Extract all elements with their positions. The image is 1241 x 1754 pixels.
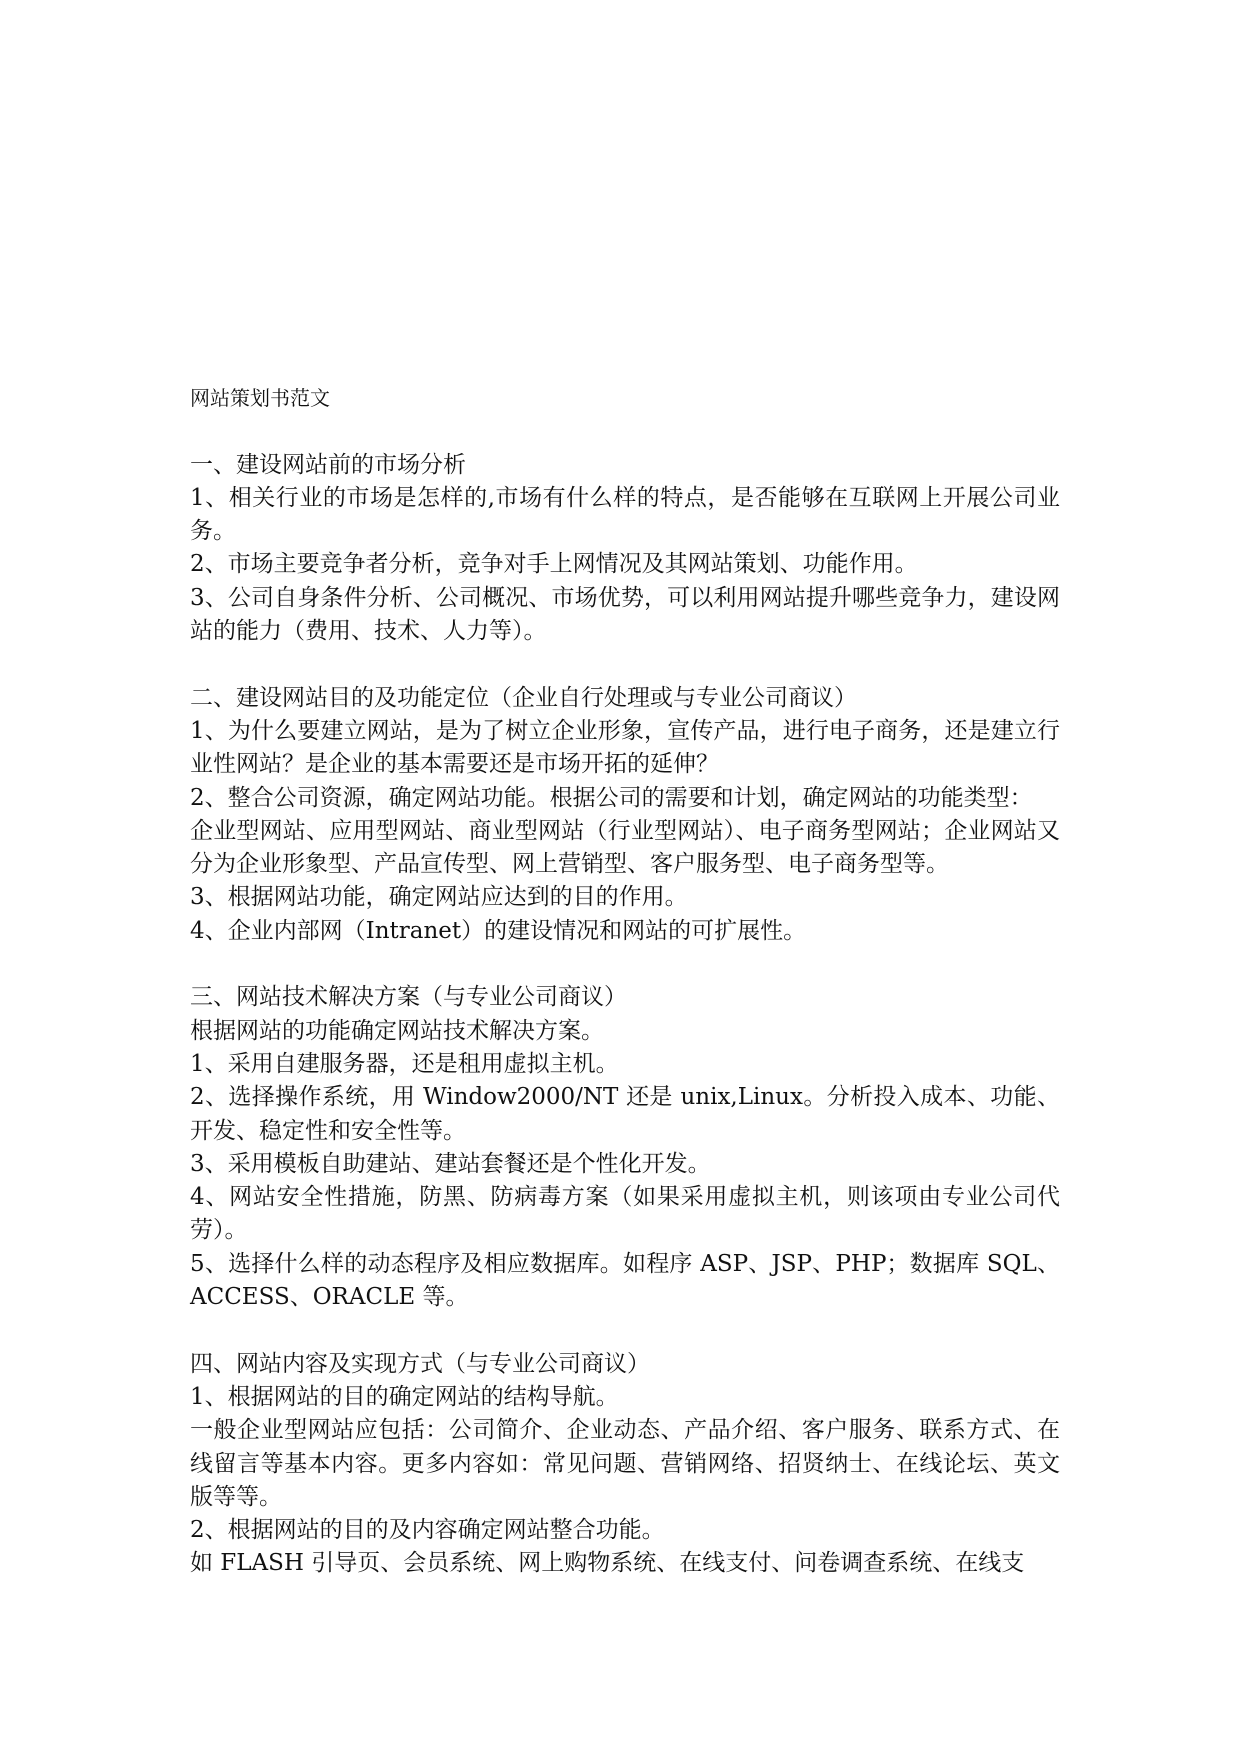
section-content-implementation (190, 1348, 1060, 1581)
paragraph: 2、选择操作系统，用 Window2000/NT 还是 unix,Linux。分析投入成本、功能、开发、稳定性和安全性等。 (190, 1084, 1060, 1144)
section-heading: 三、网站技术解决方案（与专业公司商议） (190, 984, 627, 1011)
spacer (190, 415, 1060, 448)
paragraph: 3、采用模板自助建站、建站套餐还是个性化开发。 (190, 1150, 711, 1177)
paragraph: 3、公司自身条件分析、公司概况、市场优势，可以利用网站提升哪些竞争力，建设网站的能力（费用、技术、人力等）。 (190, 584, 1060, 645)
spacer (190, 648, 1060, 681)
paragraph: 1、为什么要建立网站，是为了树立企业形象，宣传产品，进行电子商务，还是建立行业性网站？是企业的基本需要还是市场开拓的延伸？ (190, 717, 1060, 778)
paragraph: 4、网站安全性措施，防黑、防病毒方案（如果采用虚拟主机，则该项由专业公司代劳）。 (190, 1184, 1060, 1244)
document-title: 网站策划书范文 (190, 386, 330, 410)
section-heading: 二、建设网站目的及功能定位（企业自行处理或与专业公司商议） (190, 684, 857, 711)
paragraph: 2、根据网站的目的及内容确定网站整合功能。 (190, 1517, 665, 1544)
paragraph: 1、相关行业的市场是怎样的,市场有什么样的特点，是否能够在互联网上开展公司业务。 (190, 484, 1060, 545)
spacer (190, 948, 1060, 981)
paragraph: 5、选择什么样的动态程序及相应数据库。如程序 ASP、JSP、PHP；数据库 SQL、ACCESS、ORACLE 等。 (190, 1250, 1060, 1311)
section-heading: 一、建设网站前的市场分析 (190, 451, 466, 478)
paragraph: 1、根据网站的目的确定网站的结构导航。 (190, 1383, 619, 1410)
paragraph: 4、企业内部网（Intranet）的建设情况和网站的可扩展性。 (190, 917, 807, 944)
spacer (190, 1314, 1060, 1347)
section-technical-solution (190, 981, 1060, 1314)
section-market-analysis (190, 449, 1060, 649)
section-heading: 四、网站内容及实现方式（与专业公司商议） (190, 1350, 650, 1377)
paragraph: 如 FLASH 引导页、会员系统、网上购物系统、在线支付、问卷调查系统、在线支 (190, 1550, 1025, 1577)
paragraph: 2、整合公司资源，确定网站功能。根据公司的需要和计划，确定网站的功能类型： (190, 784, 1033, 811)
paragraph: 1、采用自建服务器，还是租用虚拟主机。 (190, 1050, 619, 1077)
paragraph: 一般企业型网站应包括：公司简介、企业动态、产品介绍、客户服务、联系方式、在线留言等基本内容。更多内容如：常见问题、营销网络、招贤纳士、在线论坛、英文版等等。 (190, 1417, 1060, 1510)
paragraph: 3、根据网站功能，确定网站应达到的目的作用。 (190, 884, 688, 911)
paragraph: 2、市场主要竞争者分析，竞争对手上网情况及其网站策划、功能作用。 (190, 551, 918, 578)
paragraph: 企业型网站、应用型网站、商业型网站（行业型网站）、电子商务型网站；企业网站又分为企业形象型、产品宣传型、网上营销型、客户服务型、电子商务型等。 (190, 817, 1060, 878)
paragraph: 根据网站的功能确定网站技术解决方案。 (190, 1017, 604, 1044)
section-purpose-positioning (190, 682, 1060, 948)
document-body (190, 382, 1060, 1581)
